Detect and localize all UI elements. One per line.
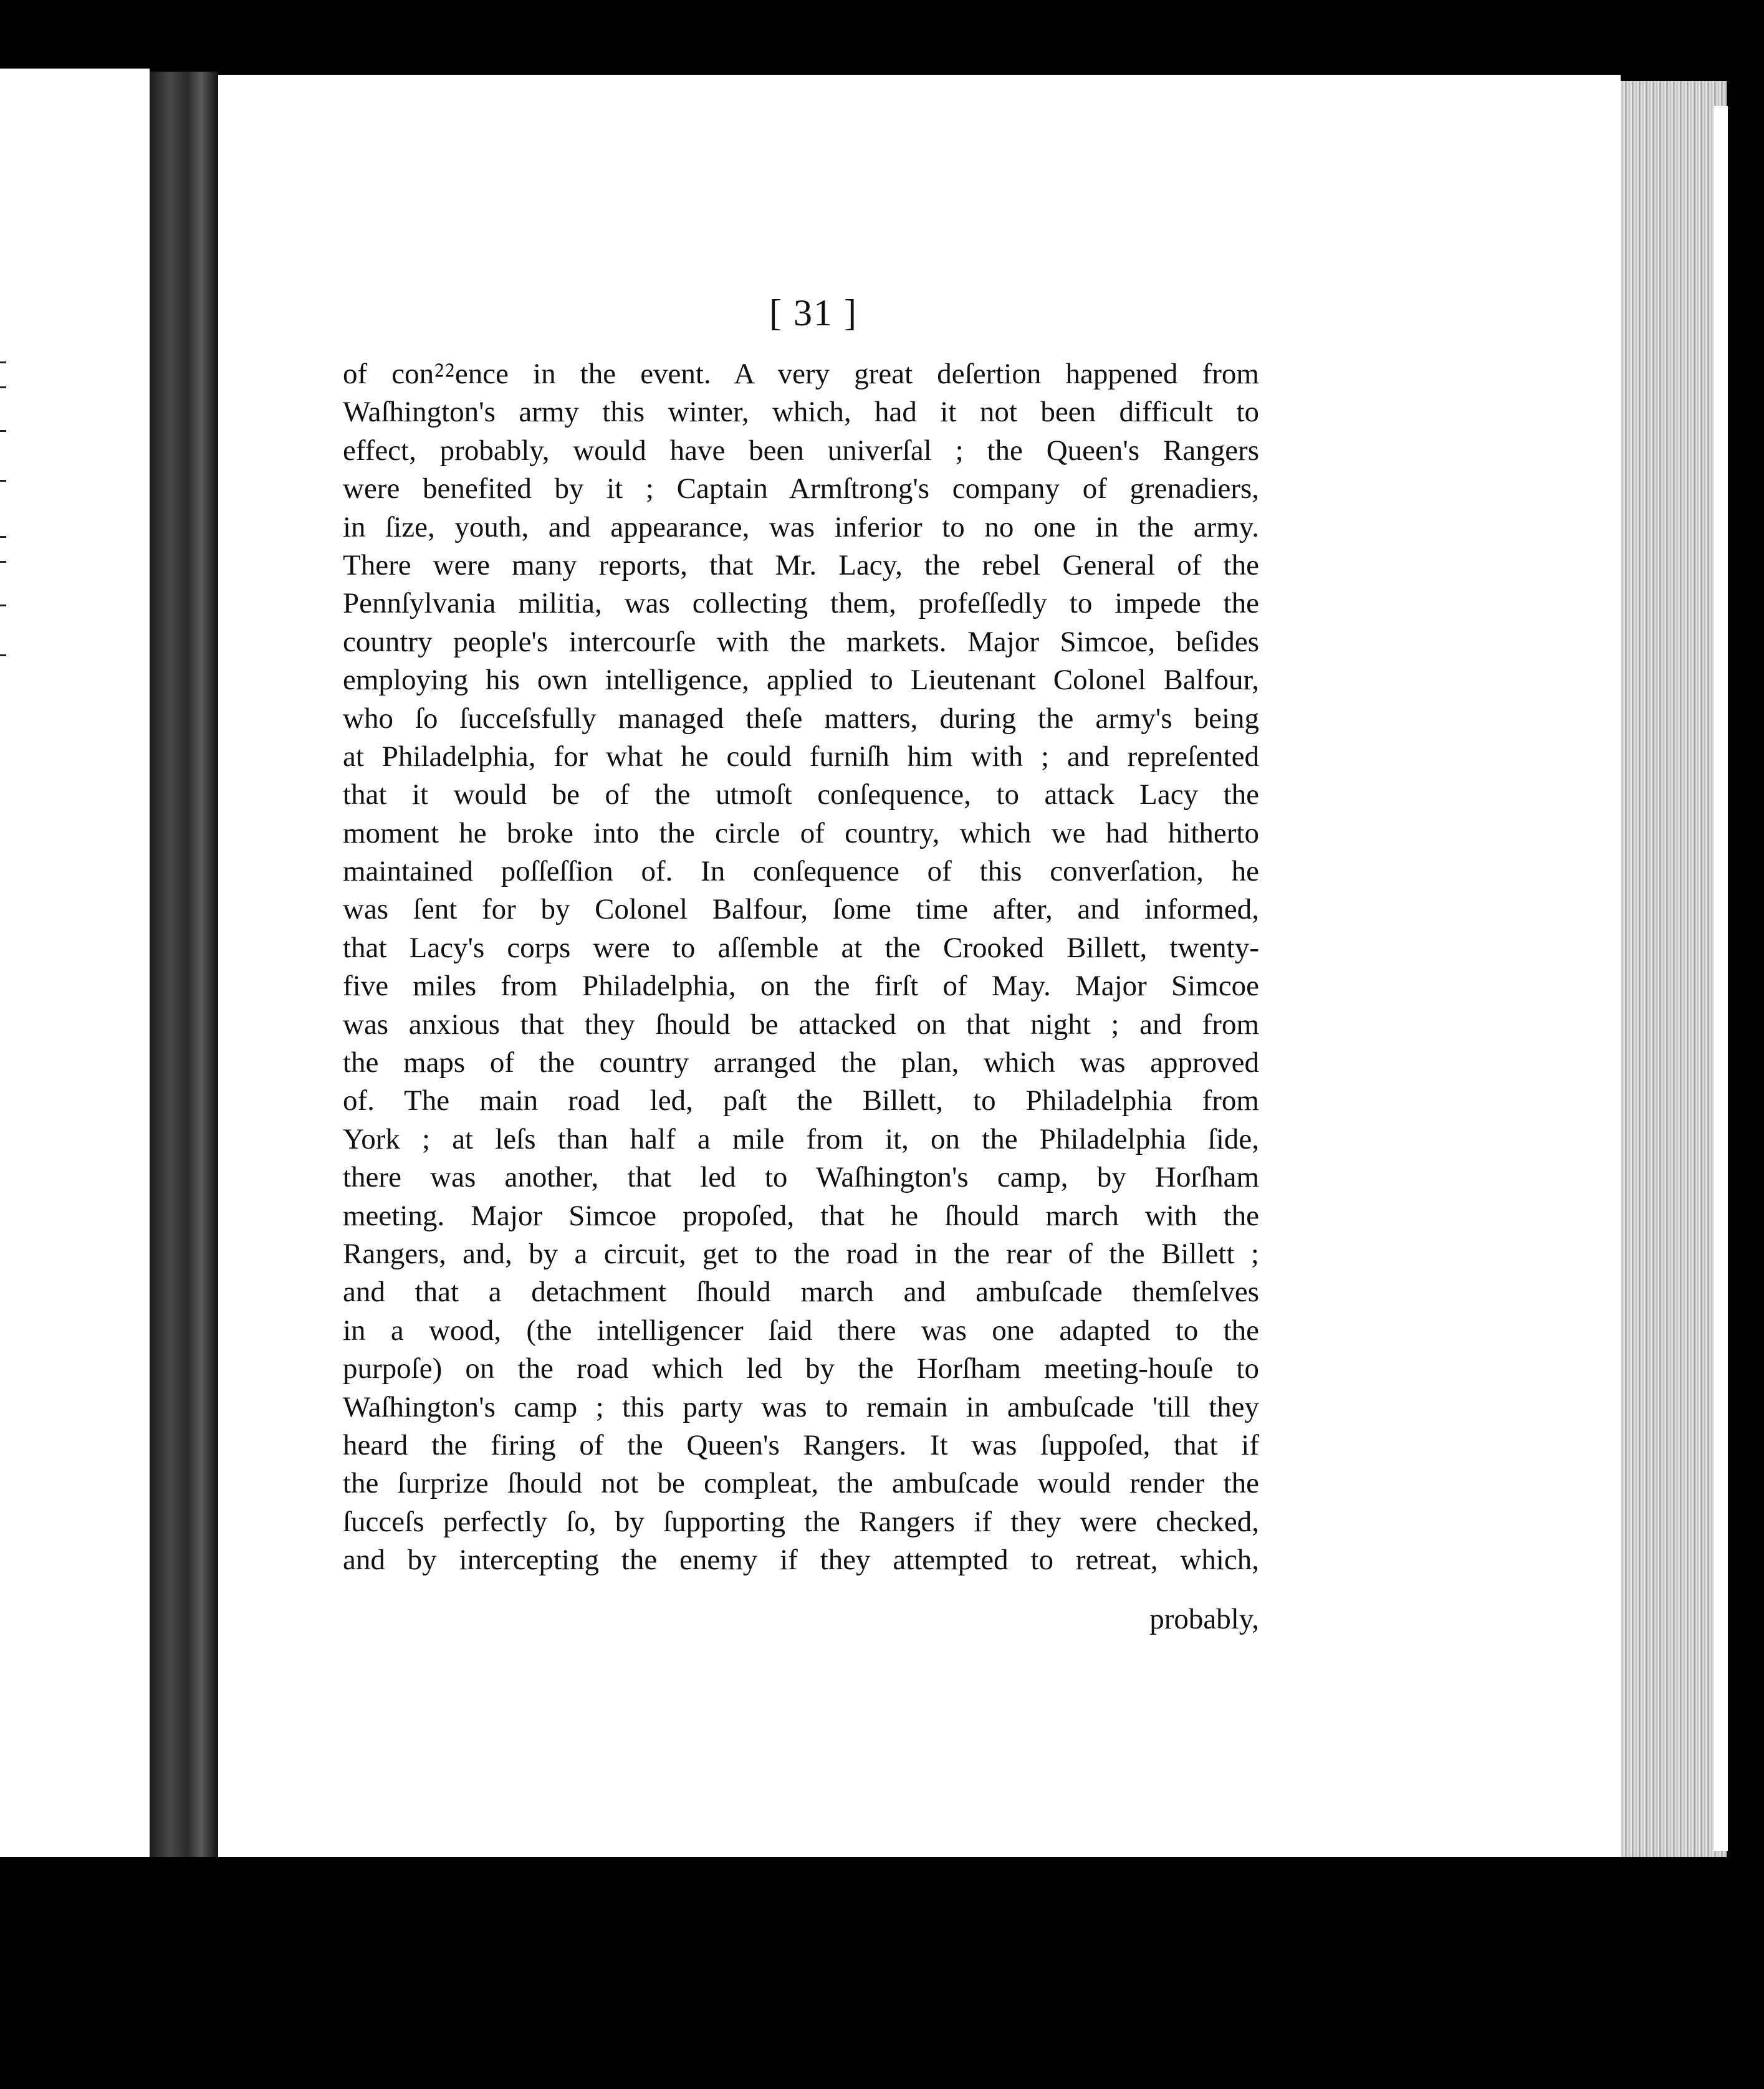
text-line: were benefited by it ; Captain Armſtrong's company of grenadiers, [343, 472, 1259, 505]
text-line: employing his own intelligence, applied to Lieutenant Colonel Balfour, [343, 664, 1259, 697]
text-line: ſucceſs perfectly ſo, by ſupporting the Rangers if they were checked, [343, 1505, 1259, 1538]
text-line: and that a detachment ſhould march and ambuſcade themſelves [343, 1276, 1259, 1309]
margin-mark [0, 480, 6, 482]
text-line: of con⁲⁲ence in the event. A very great deſertion happened from [343, 358, 1259, 390]
book-gutter [150, 72, 218, 1857]
text-line: Waſhington's army this winter, which, had it not been difficult to [343, 396, 1259, 429]
text-line: was ſent for by Colonel Balfour, ſome time after, and informed, [343, 893, 1259, 926]
text-line: that it would be of the utmoſt conſequence, to attack Lacy the [343, 778, 1259, 811]
text-line: and by intercepting the enemy if they attempted to retreat, which, [343, 1544, 1259, 1577]
text-line: that Lacy's corps were to aſſemble at the Crooked Billett, twenty- [343, 931, 1259, 964]
text-line: Pennſylvania militia, was collecting them, profeſſedly to impede the [343, 587, 1259, 620]
text-line: five miles from Philadelphia, on the firſt of May. Major Simcoe [343, 970, 1259, 1003]
text-line: heard the firing of the Queen's Rangers. It was ſuppoſed, that if [343, 1428, 1259, 1461]
text-line: There were many reports, that Mr. Lacy, the rebel General of the [343, 548, 1259, 581]
margin-mark [0, 654, 6, 656]
text-line: effect, probably, would have been univerſal ; the Queen's Rangers [343, 434, 1259, 467]
page-number: [ 31 ] [769, 292, 858, 333]
text-line: was anxious that they ſhould be attacked on that night ; and from [343, 1008, 1259, 1041]
margin-mark [0, 605, 6, 606]
text-line: maintained poſſeſſion of. In conſequence of this converſation, he [343, 855, 1259, 888]
text-line: meeting. Major Simcoe propoſed, that he ſhould march with the [343, 1199, 1259, 1232]
margin-mark [0, 536, 6, 538]
text-line: Rangers, and, by a circuit, get to the road in the rear of the Billett ; [343, 1237, 1259, 1270]
text-line: country people's intercourſe with the markets. Major Simcoe, beſides [343, 625, 1259, 658]
margin-mark [0, 430, 6, 432]
text-line: moment he broke into the circle of country, which we had hitherto [343, 816, 1259, 849]
body-text [343, 355, 1259, 1580]
page-edge-highlight [1714, 106, 1728, 1851]
page-edges [1621, 81, 1727, 1857]
text-line: purpoſe) on the road which led by the Horſham meeting-houſe to [343, 1352, 1259, 1385]
left-facing-page [0, 69, 150, 1857]
text-line: at Philadelphia, for what he could furniſh him with ; and repreſented [343, 740, 1259, 773]
text-line: York ; at leſs than half a mile from it, on the Philadelphia ſide, [343, 1122, 1259, 1155]
text-line: the ſurprize ſhould not be compleat, the ambuſcade would render the [343, 1467, 1259, 1500]
text-line: in a wood, (the intelligencer ſaid there was one adapted to the [343, 1314, 1259, 1347]
text-line: there was another, that led to Waſhington's camp, by Horſham [343, 1161, 1259, 1194]
margin-mark [0, 361, 6, 363]
text-line: who ſo ſucceſsfully managed theſe matters, during the army's being [343, 702, 1259, 735]
text-line: of. The main road led, paſt the Billett, to Philadelphia from [343, 1084, 1259, 1117]
text-line: Waſhington's camp ; this party was to remain in ambuſcade 'till they [343, 1390, 1259, 1423]
text-line: the maps of the country arranged the plan, which was approved [343, 1046, 1259, 1079]
margin-mark [0, 561, 6, 563]
margin-mark [0, 386, 6, 388]
text-line: in ſize, youth, and appearance, was inferior to no one in the army. [343, 510, 1259, 543]
catchword: probably, [1149, 1603, 1259, 1635]
